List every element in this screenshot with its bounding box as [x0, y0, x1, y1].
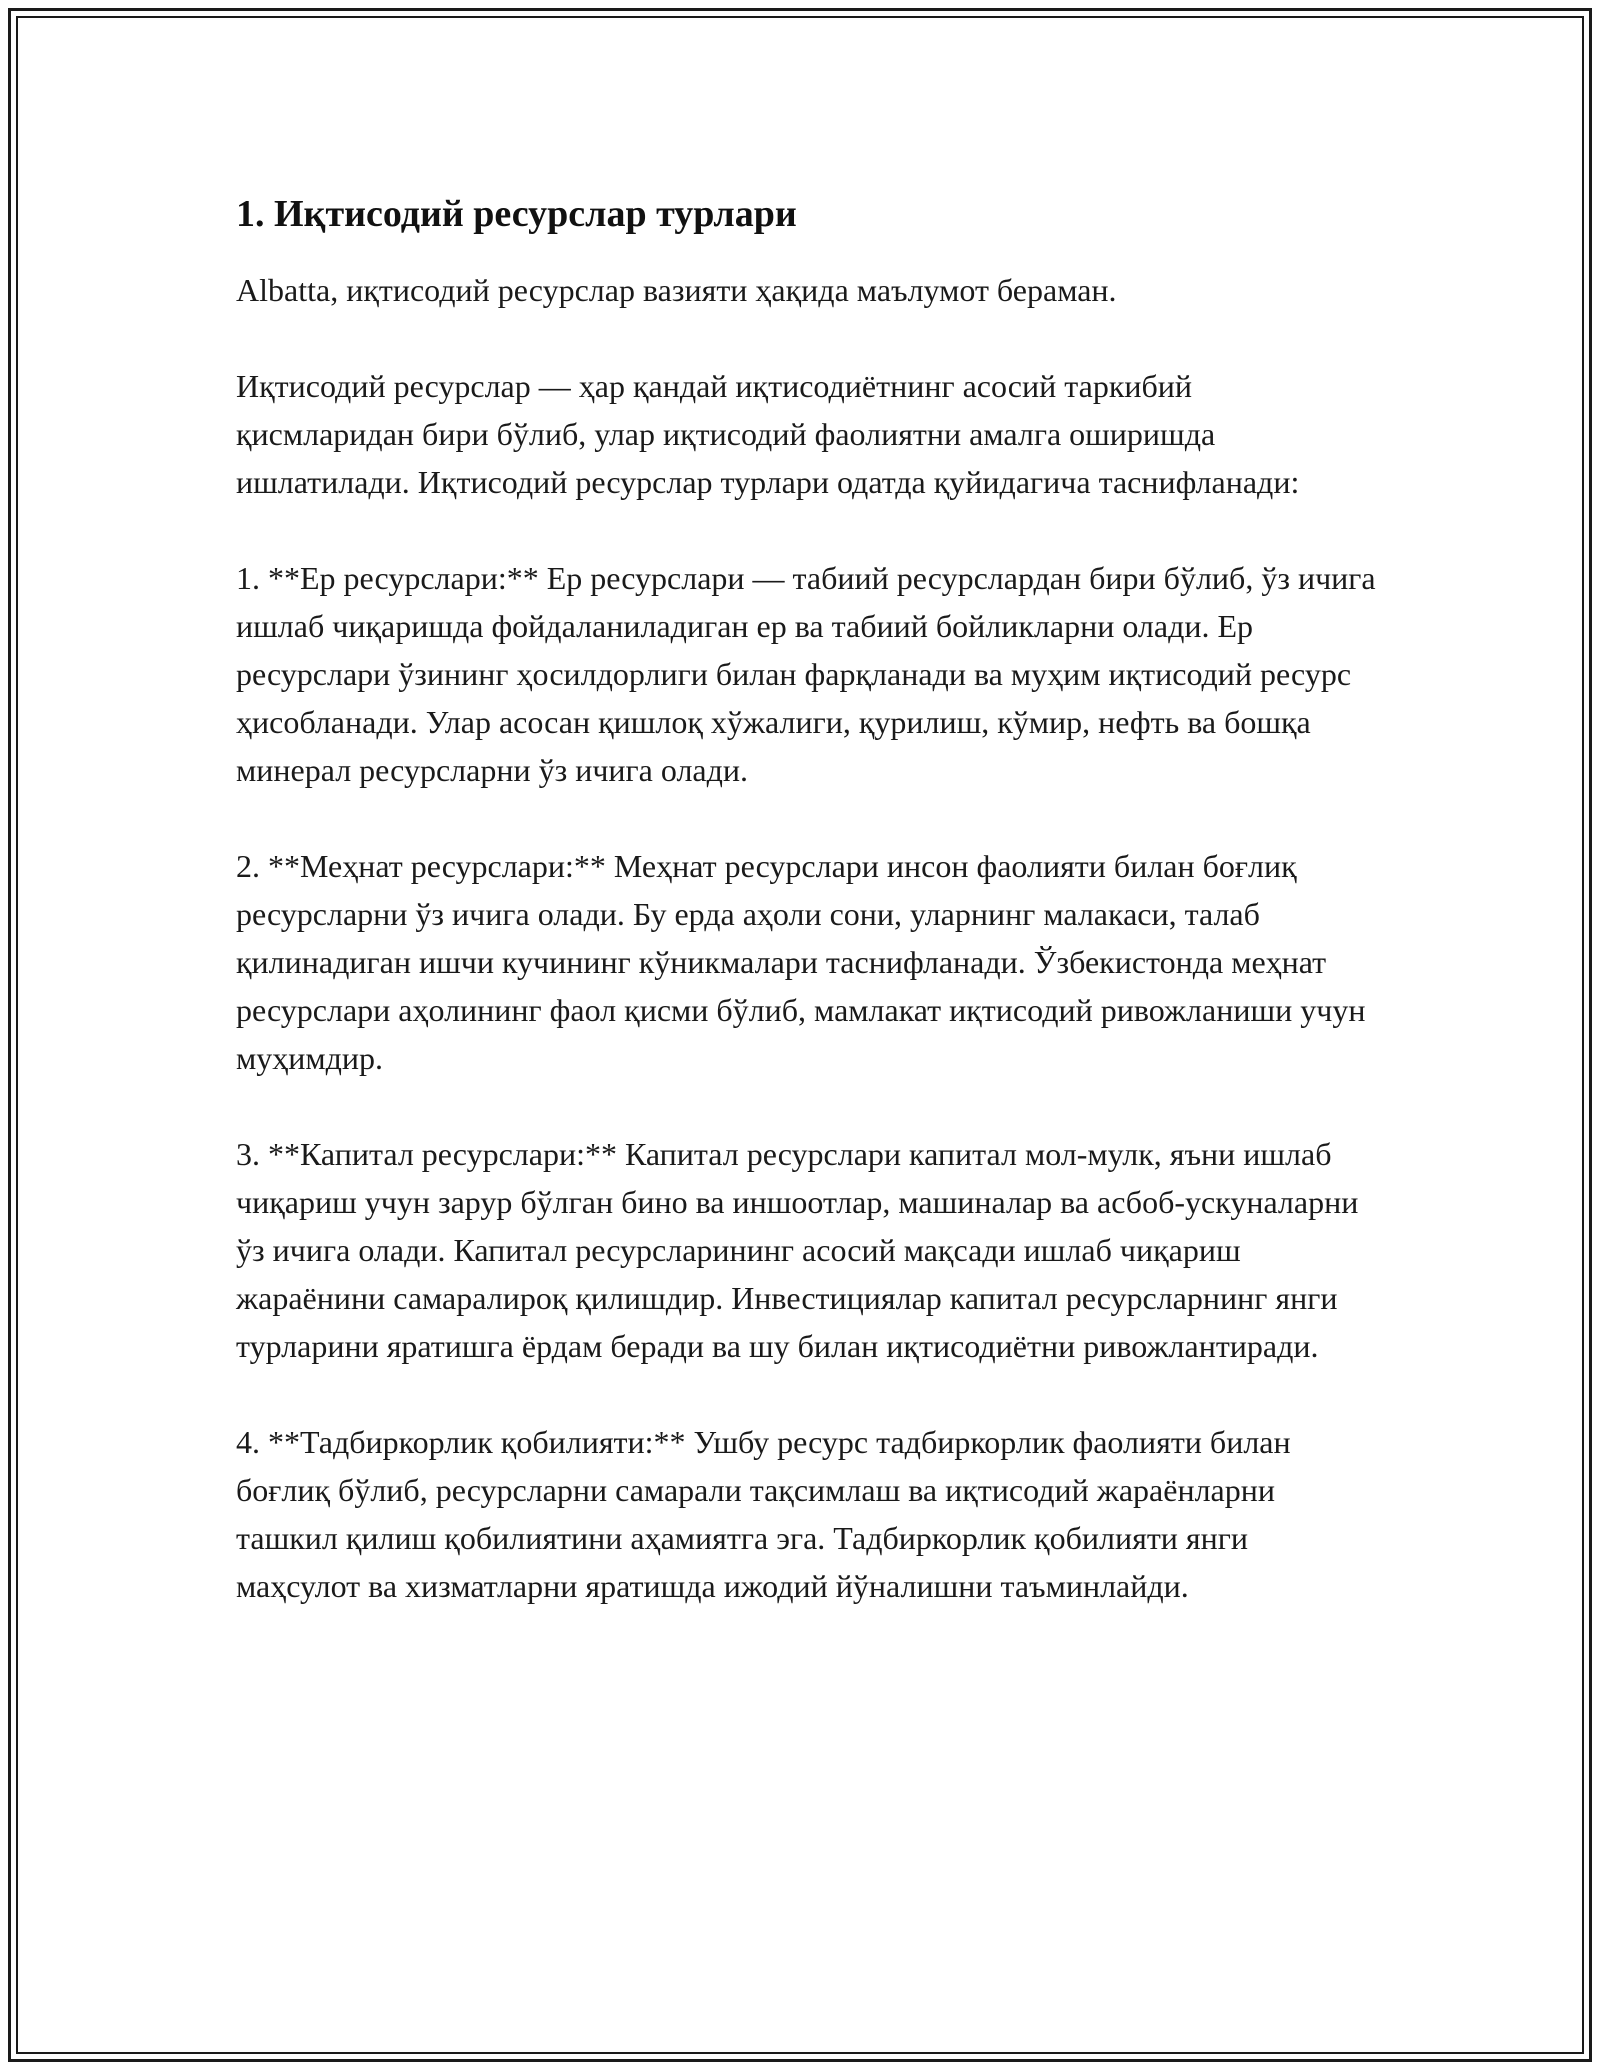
intro-paragraph: Albatta, иқтисодий ресурслар вазияти ҳақида маълумот бераман.: [236, 272, 1117, 308]
labor-resources-paragraph: 2. **Меҳнат ресурслари:** Меҳнат ресурслари инсон фаолияти билан боғлиқ ресурсларни ўз ичига олади. Бу ерда аҳоли сони, уларнинг малакаси, талаб қилинадиган ишчи кучининг кўникмалари таснифланади. Ўзбекистонда меҳнат ресурслари аҳолининг фаол қисми бўлиб, мамлакат иқтисодий ривожланиши учун муҳимдир.: [236, 848, 1366, 1076]
land-resources-paragraph: 1. **Ер ресурслари:** Ер ресурслари — табиий ресурслардан бири бўлиб, ўз ичига ишлаб чиқаришда фойдаланиладиган ер ва табиий бойликларни олади. Ер ресурслари ўзининг ҳосилдорлиги билан фарқланади ва муҳим иқтисодий ресурс ҳисобланади. Улар асосан қишлоқ хўжалиги, қурилиш, кўмир, нефть ва бошқа минерал ресурсларни ўз ичига олади.: [236, 560, 1376, 788]
overview-paragraph: Иқтисодий ресурслар — ҳар қандай иқтисодиётнинг асосий таркибий қисмларидан бири бўлиб, улар иқтисодий фаолиятни амалга оширишда ишлатилади. Иқтисодий ресурслар турлари одатда қуйидагича таснифланади:: [236, 368, 1300, 500]
document-body: [236, 190, 1376, 1658]
capital-resources-paragraph: 3. **Капитал ресурслари:** Капитал ресурслари капитал мол-мулк, яъни ишлаб чиқариш учун зарур бўлган бино ва иншоотлар, машиналар ва асбоб-ускуналарни ўз ичига олади. Капитал ресурсларининг асосий мақсади ишлаб чиқариш жараёнини самаралироқ қилишдир. Инвестициялар капитал ресурсларнинг янги турларини яратишга ёрдам беради ва шу билан иқтисодиётни ривожлантиради.: [236, 1136, 1359, 1364]
entrepreneurship-paragraph: 4. **Тадбиркорлик қобилияти:** Ушбу ресурс тадбиркорлик фаолияти билан боғлиқ бўлиб, ресурсларни самарали тақсимлаш ва иқтисодий жараёнларни ташкил қилиш қобилиятини аҳамиятга эга. Тадбиркорлик қобилияти янги маҳсулот ва хизматларни яратишда ижодий йўналишни таъминлайди.: [236, 1424, 1291, 1604]
section-heading: 1. Иқтисодий ресурслар турлари: [236, 193, 797, 235]
